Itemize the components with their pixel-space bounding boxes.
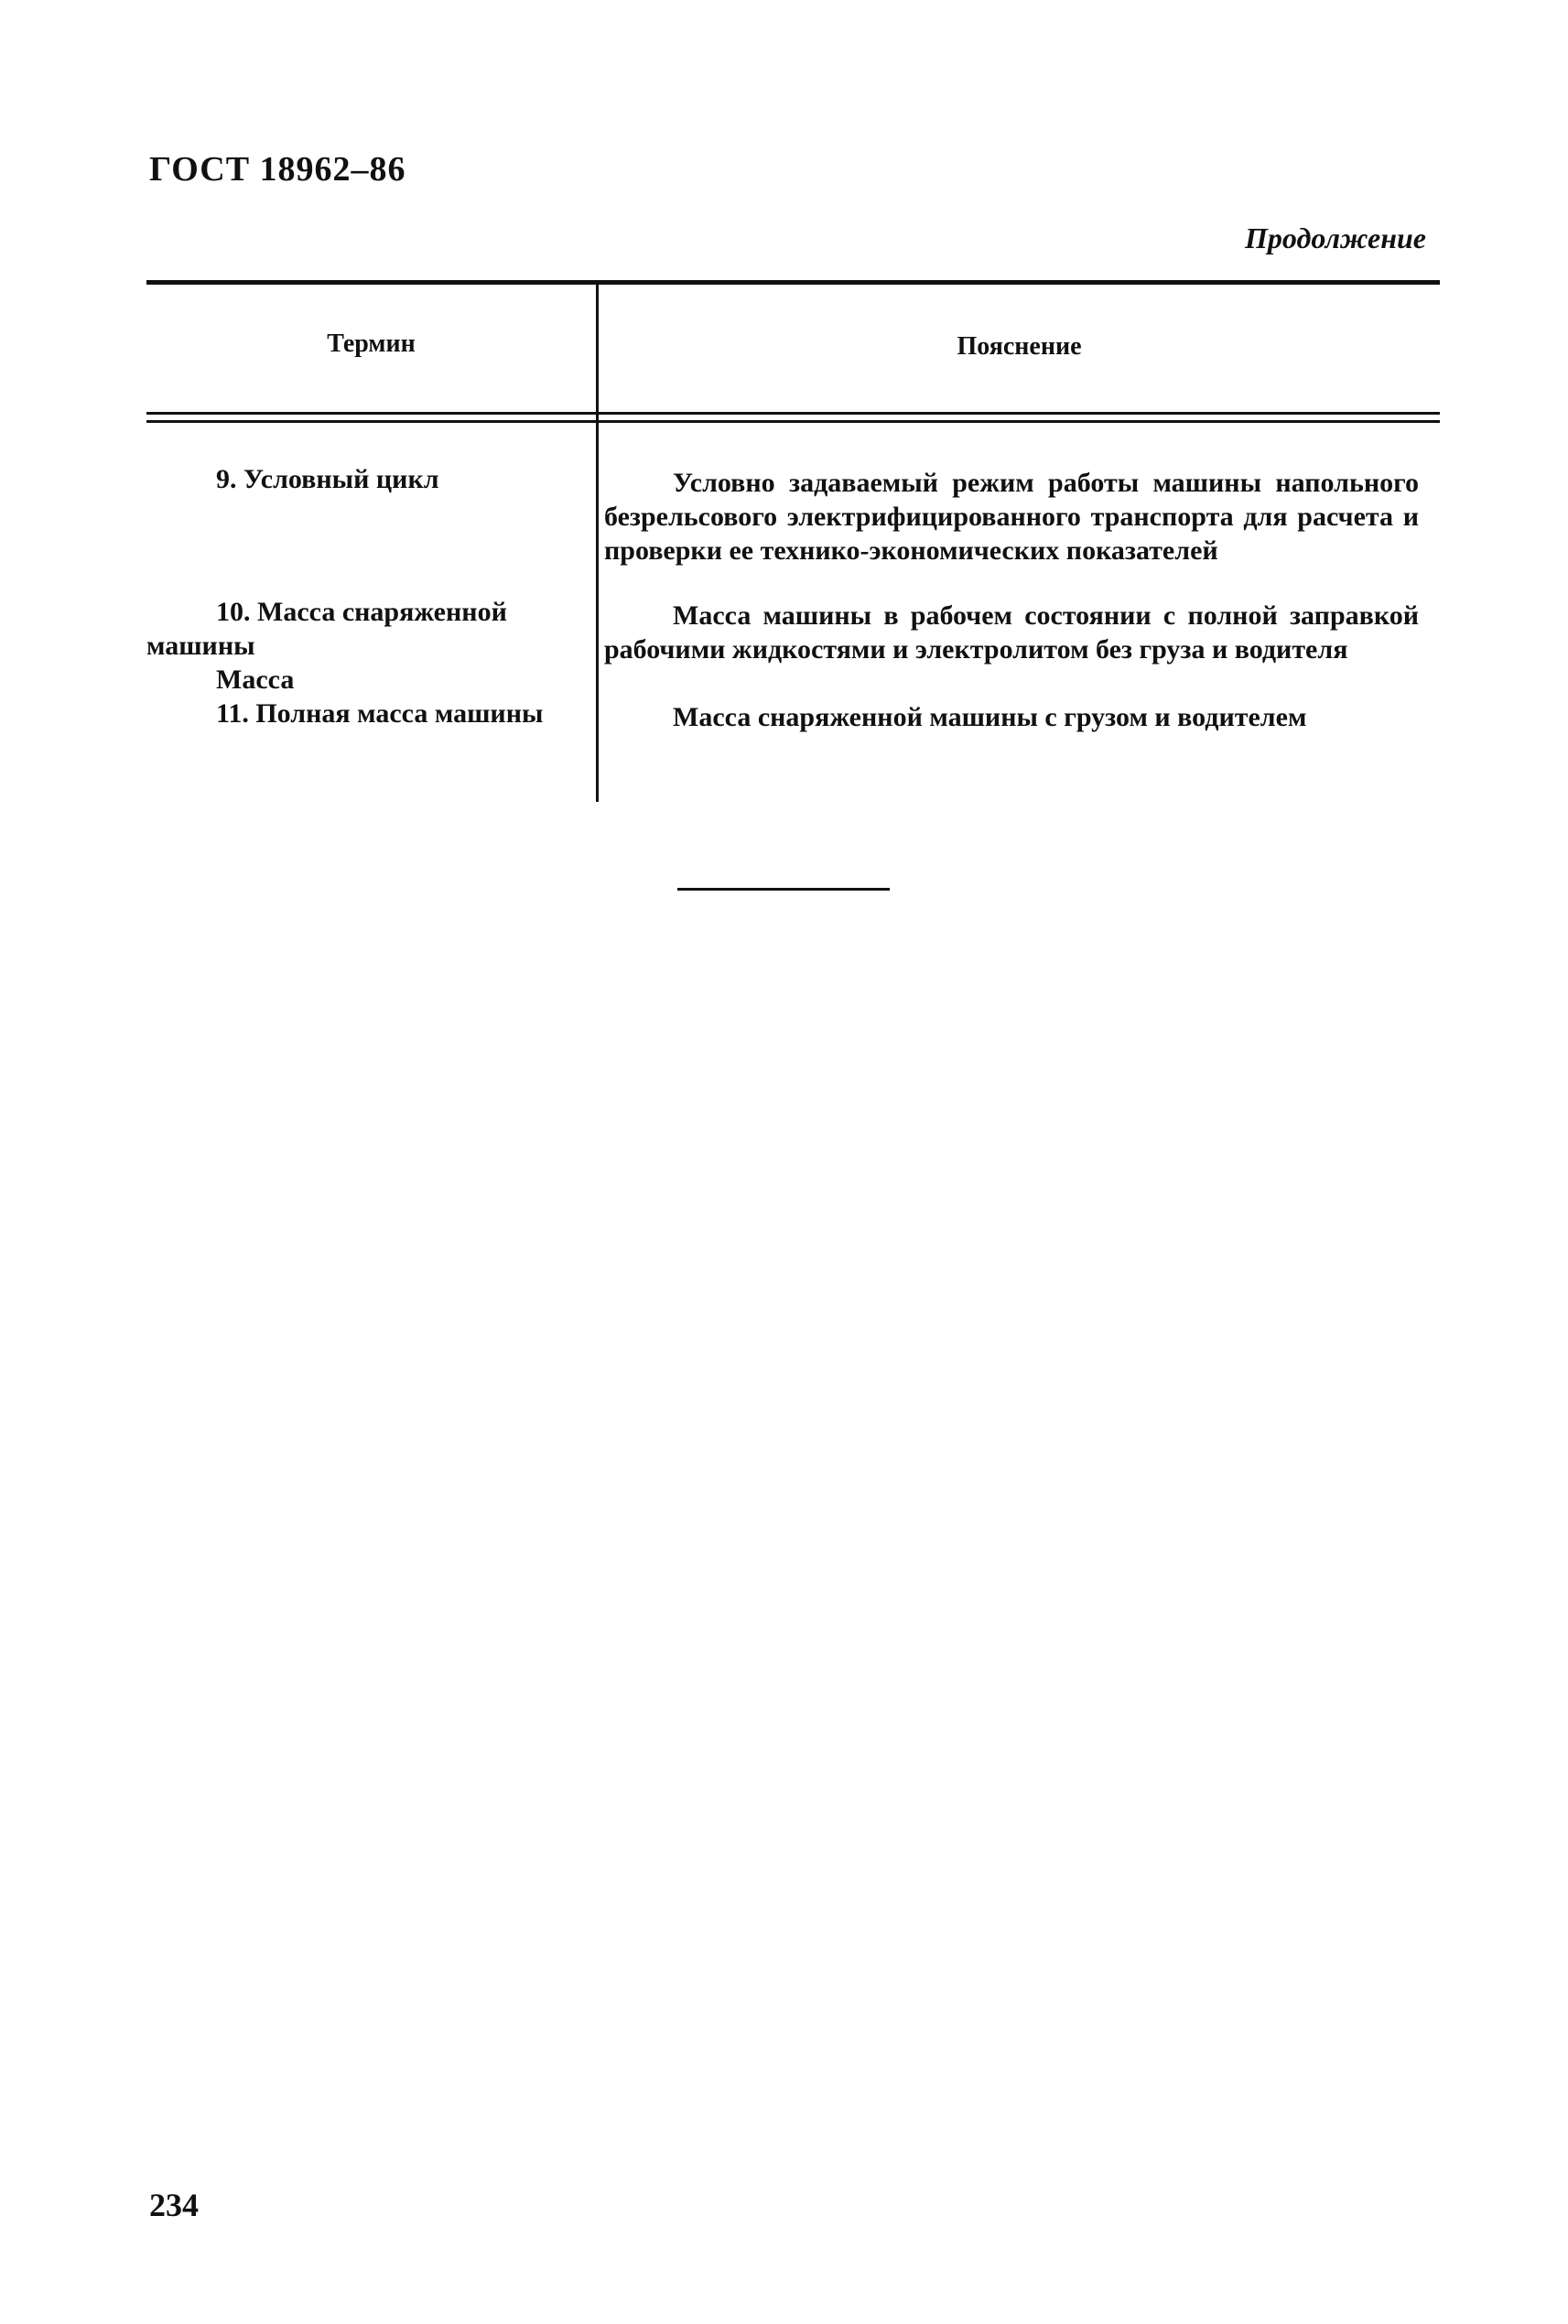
- page-number: 234: [149, 2187, 199, 2223]
- header-rule-lower: [146, 420, 1440, 423]
- table-top-rule: [146, 280, 1440, 285]
- term-10-synonym: Масса: [216, 665, 295, 695]
- standard-id: ГОСТ 18962–86: [149, 150, 406, 189]
- header-term: Термин: [327, 330, 416, 358]
- explanation-11: Масса снаряженной машины с грузом и водителем: [673, 702, 1307, 732]
- term-10-line2: машины: [146, 631, 255, 661]
- end-separator-line: [677, 888, 890, 891]
- header-rule-upper: [146, 412, 1440, 415]
- explanation-10: Масса машины в рабочем состоянии с полной заправкой рабочими жидкостями и электролитом без груза и водителя: [604, 600, 1419, 665]
- term-11: 11. Полная масса машины: [216, 698, 544, 729]
- continuation-label: Продолжение: [1245, 222, 1426, 254]
- explanation-9: Условно задаваемый режим работы машины напольного безрельсового электрифицированного транспорта для расчета и проверки ее технико-экономических показателей: [604, 468, 1419, 566]
- term-9: 9. Условный цикл: [216, 464, 439, 494]
- term-10-line1: 10. Масса снаряженной: [216, 597, 507, 627]
- header-explanation: Пояснение: [957, 332, 1082, 361]
